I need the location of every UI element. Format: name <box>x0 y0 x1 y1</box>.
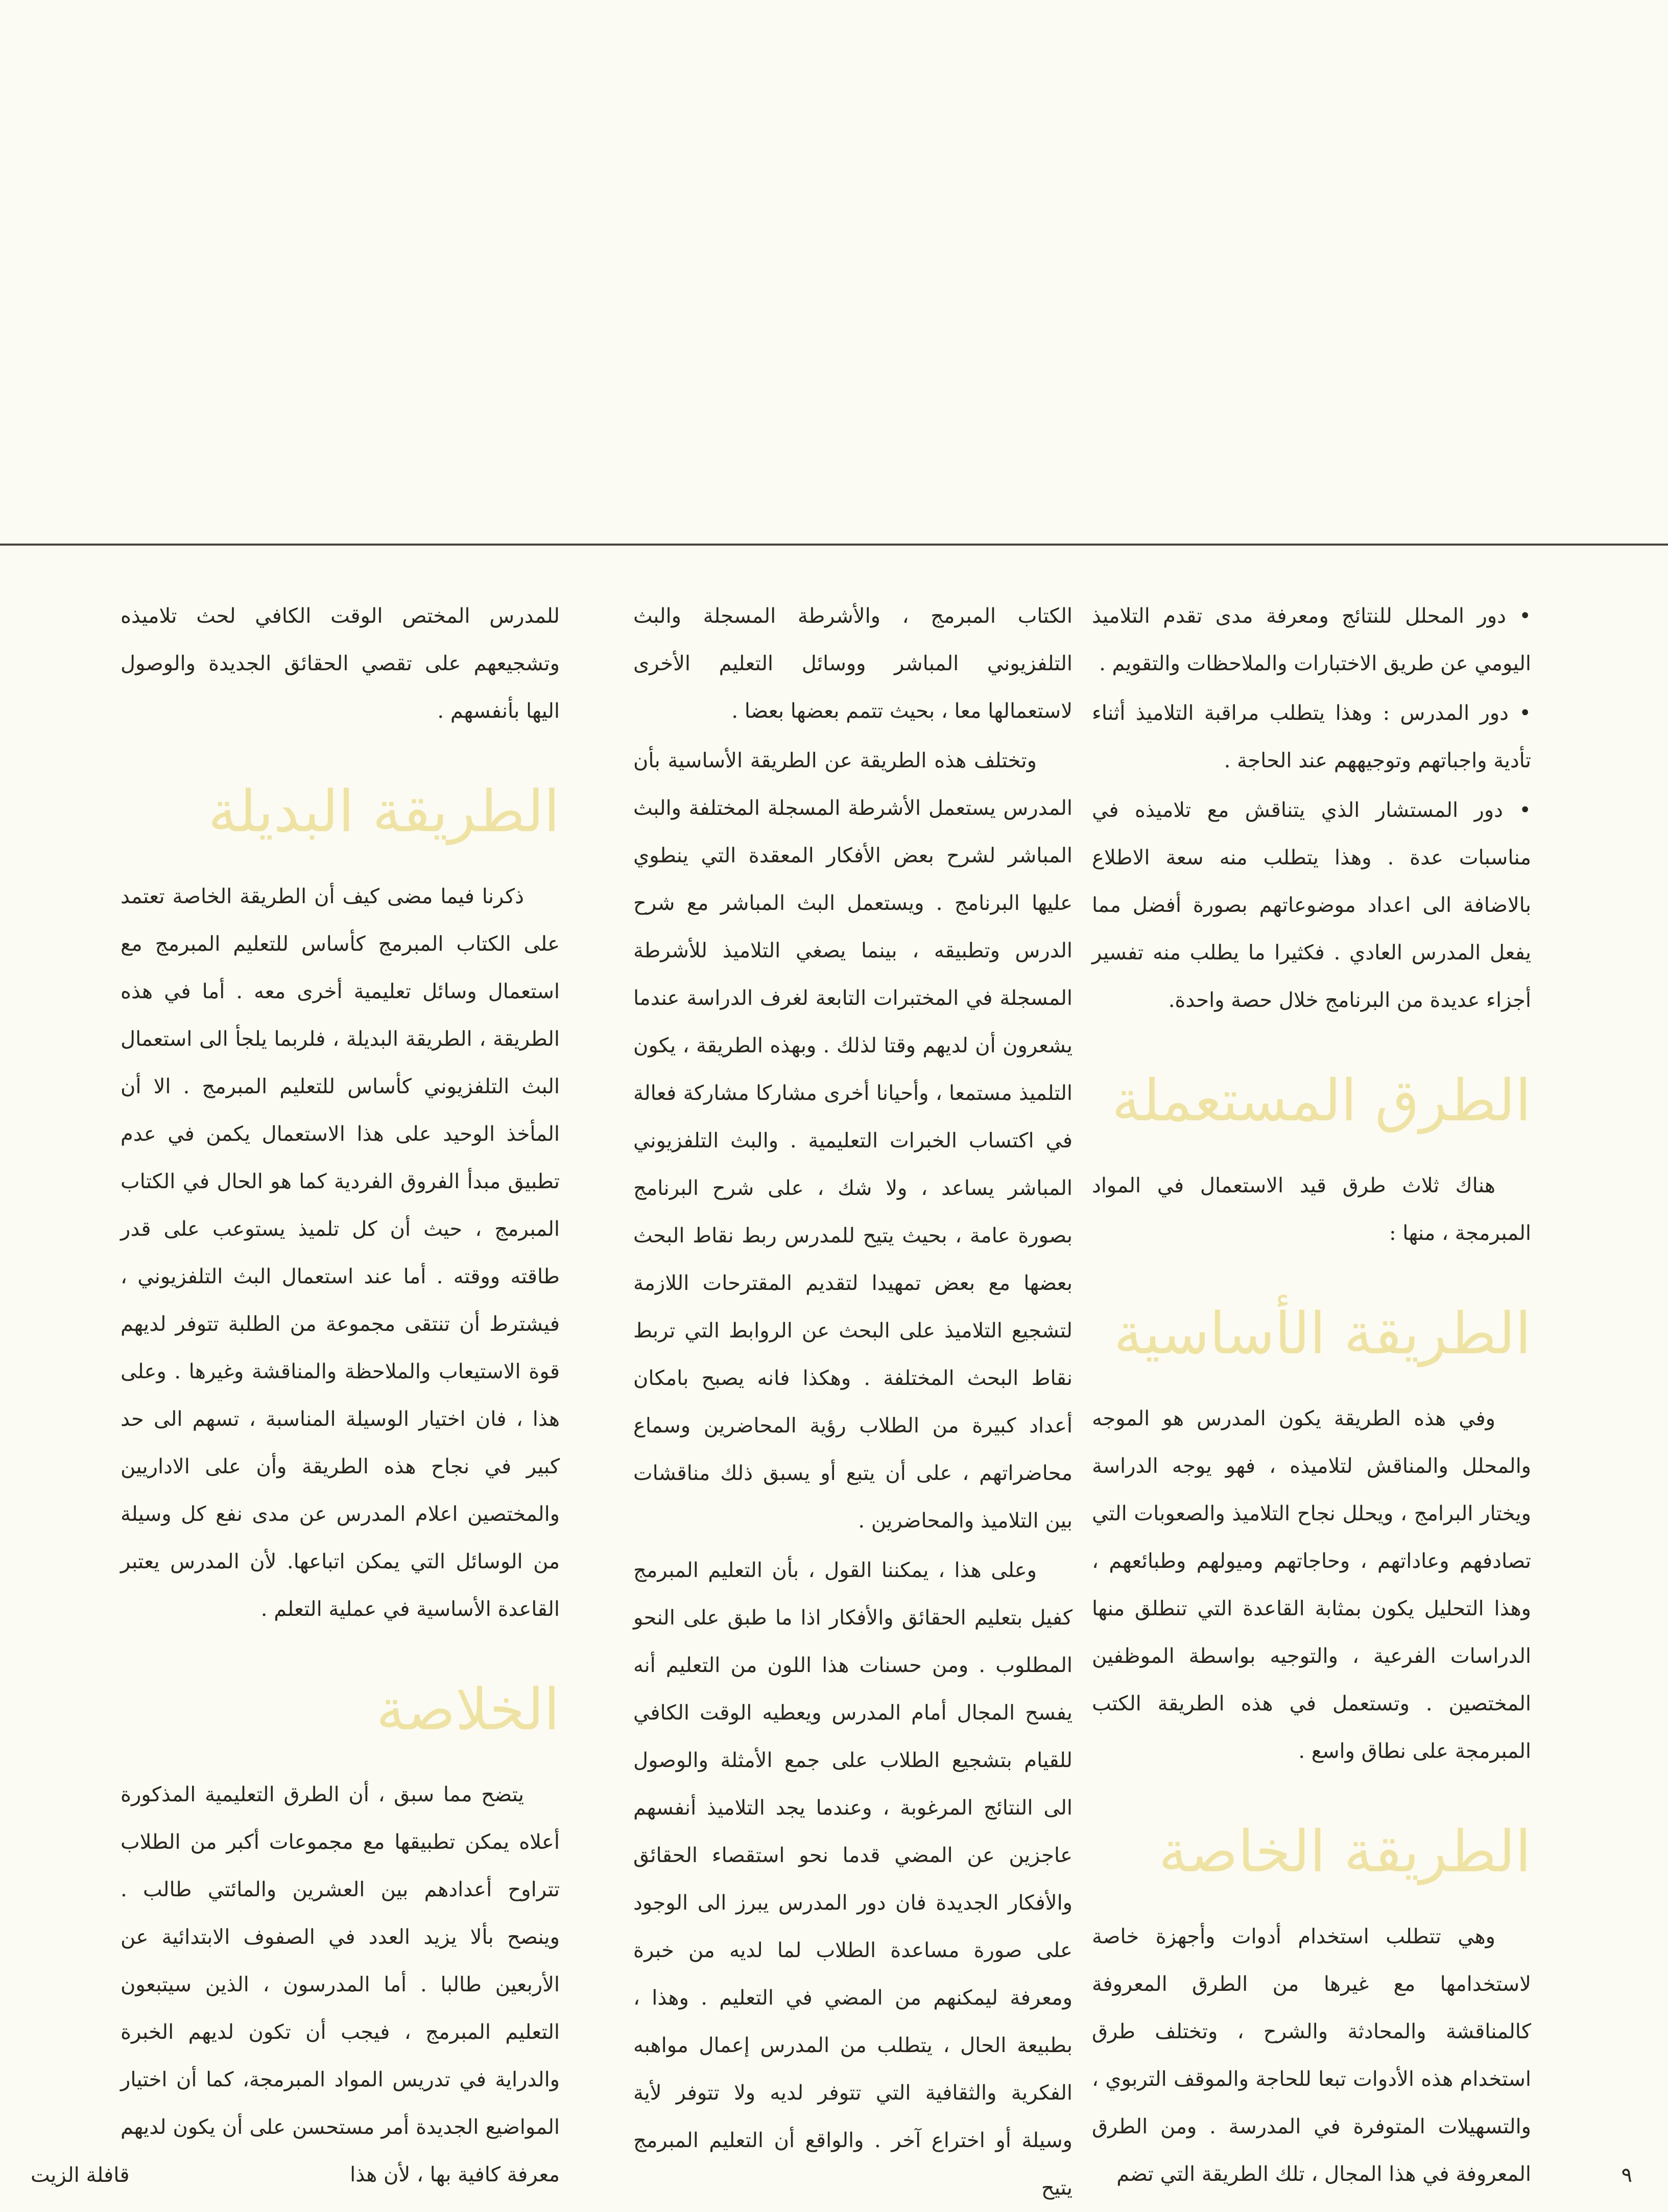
paragraph: يتضح مما سبق ، أن الطرق التعليمية المذكورة أعلاه يمكن تطبيقها مع مجموعات أكبر من الطلاب تتراوح أعدادهم بين العشرين والمائتي طالب . وينصح بألا يزيد العدد في الصفوف الابتدائية عن الأربعين طالبا . أما المدرسون ، الذين سيتبعون التعليم المبرمج ، فيجب أن تكون لديهم الخبرة والدراية في تدريس المواد المبرمجة، كما أن اختيار المواضيع الجديدة أمر مستحسن على أن يكون لديهم معرفة كافية بها ، لأن هذا <box>121 1783 560 2186</box>
paragraph: الكتاب المبرمج ، والأشرطة المسجلة والبث التلفزيوني المباشر ووسائل التعليم الأخرى لاستعمالها معا ، بحيث تتمم بعضها بعضا . <box>633 604 1073 723</box>
paragraph: وفي هذه الطريقة يكون المدرس هو الموجه والمحلل والمناقش لتلاميذه ، فهو يوجه الدراسة ويختار البرامج ، ويحلل نجاح التلاميذ والصعوبات التي تصادفهم وعاداتهم ، وحاجاتهم وميولهم وطبائعهم ، وهذا التحليل يكون بمثابة القاعدة التي تنطلق منها الدراسات الفرعية ، والتوجيه بواسطة الموظفين المختصين . وتستعمل في هذه الطريقة الكتب المبرمجة على نطاق واسع . <box>1092 1407 1531 1763</box>
article-column-right <box>1092 593 1531 2198</box>
section-heading: الطريقة الأساسية <box>1113 1301 1531 1367</box>
paragraph: ذكرنا فيما مضى كيف أن الطريقة الخاصة تعتمد على الكتاب المبرمج كأساس للتعليم المبرمج مع استعمال وسائل تعليمية أخرى معه . أما في هذه الطريقة ، الطريقة البديلة ، فلربما يلجأ الى استعمال البث التلفزيوني كأساس للتعليم المبرمج . الا أن المأخذ الوحيد على هذا الاستعمال يكمن في عدم تطبيق مبدأ الفروق الفردية كما هو الحال في الكتاب المبرمج ، حيث أن كل تلميذ يستوعب على قدر طاقته ووقته . أما عند استعمال البث التلفزيوني ، فيشترط أن تنتقى مجموعة من الطلبة تتوفر لديهم قوة الاستيعاب والملاحظة والمناقشة وغيرها . وعلى هذا ، فان اختيار الوسيلة المناسبة ، تسهم الى حد كبير في نجاح هذه الطريقة وأن على الاداريين والمختصين اعلام المدرس عن مدى نفع كل وسيلة من الوسائل التي يمكن اتباعها. لأن المدرس يعتبر القاعدة الأساسية في عملية التعلم . <box>121 885 560 1621</box>
paragraph: • دور المدرس : وهذا يتطلب مراقبة التلاميذ أثناء تأدية واجباتهم وتوجيههم عند الحاجة . <box>1092 690 1531 785</box>
paragraph: وتختلف هذه الطريقة عن الطريقة الأساسية بأن المدرس يستعمل الأشرطة المسجلة المختلفة والبث المباشر لشرح بعض الأفكار المعقدة التي ينطوي عليها البرنامج . ويستعمل البث المباشر مع شرح الدرس وتطبيقه ، بينما يصغي التلاميذ للأشرطة المسجلة في المختبرات التابعة لغرف الدراسة عندما يشعرون أن لديهم وقتا لذلك . وبهذه الطريقة ، يكون التلميذ مستمعا ، وأحيانا أخرى مشاركا مشاركة فعالة في اكتساب الخبرات التعليمية . والبث التلفزيوني المباشر يساعد ، ولا شك ، على شرح البرنامج بصورة عامة ، بحيث يتيح للمدرس ربط نقاط البحث بعضها مع بعض تمهيدا لتقديم المقترحات اللازمة لتشجيع التلاميذ على البحث عن الروابط التي تربط نقاط البحث المختلفة . وهكذا فانه يصبح بامكان أعداد كبيرة من الطلاب رؤية المحاضرين وسماع محاضراتهم ، على أن يتبع أو يسبق ذلك مناقشات بين التلاميذ والمحاضرين . <box>633 749 1073 1533</box>
section-heading: الخلاصة <box>376 1677 560 1743</box>
article-column-middle <box>633 593 1073 2212</box>
page-footer <box>0 2160 1668 2191</box>
section-heading: الطريقة الخاصة <box>1158 1819 1531 1885</box>
top-divider-rule <box>0 544 1668 546</box>
section-heading: الطرق المستعملة <box>1111 1068 1531 1134</box>
paragraph: • دور المحلل للنتائج ومعرفة مدى تقدم التلاميذ اليومي عن طريق الاختبارات والملاحظات والتقويم . <box>1092 593 1531 688</box>
page-number: ٩ <box>1621 2163 1632 2187</box>
paragraph: وهي تتطلب استخدام أدوات وأجهزة خاصة لاستخدامها مع غيرها من الطرق المعروفة كالمناقشة والمحادثة والشرح ، وتختلف طرق استخدام هذه الأدوات تبعا للحاجة والموقف التربوي ، والتسهيلات المتوفرة في المدرسة . ومن الطرق المعروفة في هذا المجال ، تلك الطريقة التي تضم <box>1092 1925 1531 2186</box>
paragraph: للمدرس المختص الوقت الكافي لحث تلاميذه وتشجيعهم على تقصي الحقائق الجديدة والوصول اليها بأنفسهم . <box>121 604 560 723</box>
article-column-left <box>121 593 560 2199</box>
paragraph: • دور المستشار الذي يتناقش مع تلاميذه في مناسبات عدة . وهذا يتطلب منه سعة الاطلاع بالاضافة الى اعداد موضوعاتهم بصورة أفضل مما يفعل المدرس العادي . فكثيرا ما يطلب منه تفسير أجزاء عديدة من البرنامج خلال حصة واحدة. <box>1092 787 1531 1024</box>
section-heading: الطريقة البديلة <box>208 779 560 845</box>
paragraph: وعلى هذا ، يمكننا القول ، بأن التعليم المبرمج كفيل بتعليم الحقائق والأفكار اذا ما طبق على النحو المطلوب . ومن حسنات هذا اللون من التعليم أنه يفسح المجال أمام المدرس ويعطيه الوقت الكافي للقيام بتشجيع الطلاب على جمع الأمثلة والوصول الى النتائج المرغوبة ، وعندما يجد التلاميذ أنفسهم عاجزين عن المضي قدما نحو استقصاء الحقائق والأفكار الجديدة فان دور المدرس يبرز الى الوجود على صورة مساعدة الطلاب لما لديه من خبرة ومعرفة ليمكنهم من المضي في التعليم . وهذا ، بطبيعة الحال ، يتطلب من المدرس إعمال مواهبه الفكرية والثقافية التي تتوفر لديه ولا تتوفر لأية وسيلة أو اختراع آخر . والواقع أن التعليم المبرمج يتيح <box>633 1559 1073 2200</box>
paragraph: هناك ثلاث طرق قيد الاستعمال في المواد المبرمجة ، منها : <box>1092 1174 1531 1245</box>
magazine-name: قافلة الزيت <box>31 2163 130 2187</box>
